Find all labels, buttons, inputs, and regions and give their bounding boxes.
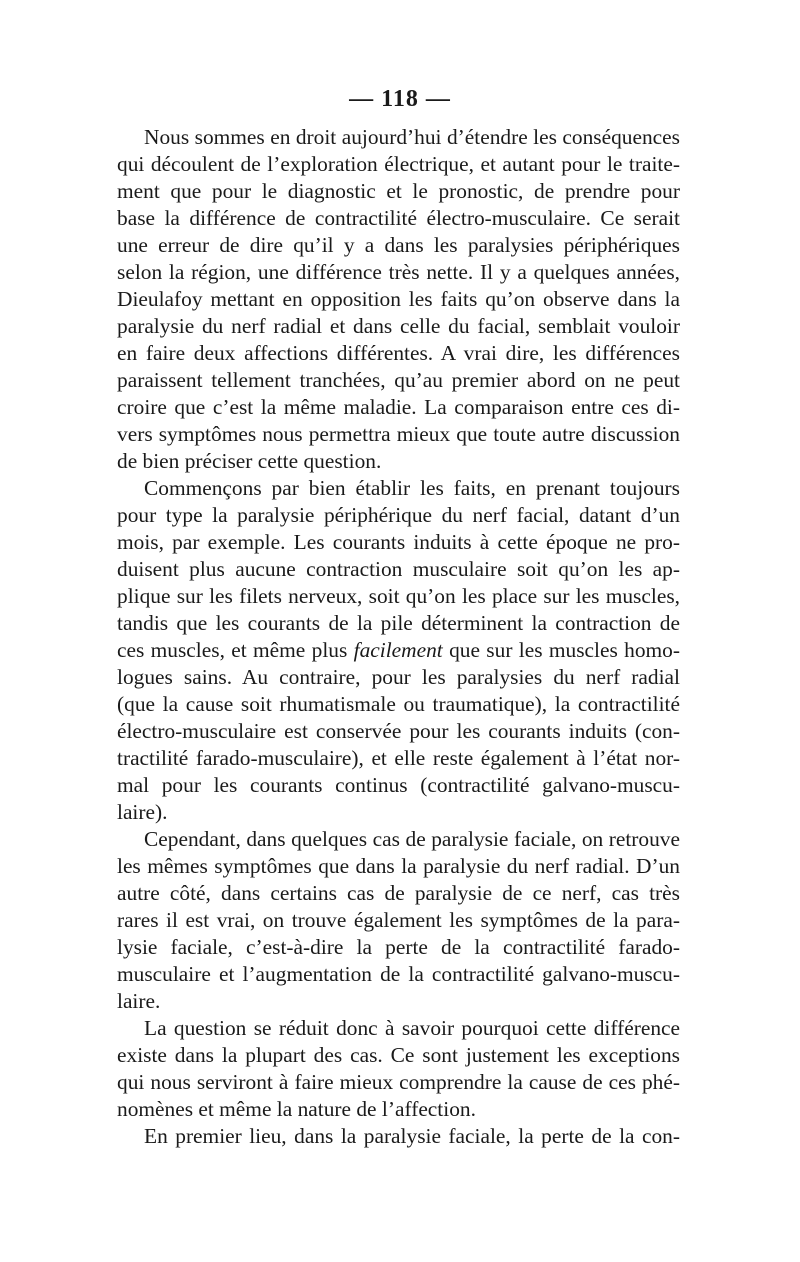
text-line: autre côté, dans certains cas de paralysie de ce nerf, cas très [117, 881, 680, 905]
paragraph [117, 1123, 680, 1150]
text-line: rares il est vrai, on trouve également les symptômes de la para- [117, 908, 680, 932]
text-segment: que sur les muscles homo- [449, 638, 680, 662]
text-line: En premier lieu, dans la paralysie faciale, la perte de la con- [144, 1124, 680, 1148]
text-line: paraissent tellement tranchées, qu’au premier abord on ne peut [117, 368, 680, 392]
paragraph [117, 1015, 680, 1123]
text-line: tractilité farado-musculaire), et elle reste également à l’état nor- [117, 746, 680, 770]
text-line: Dieulafoy mettant en opposition les faits qu’on observe dans la [117, 287, 680, 311]
text-line: (que la cause soit rhumatismale ou traumatique), la contractilité [117, 692, 680, 716]
text-line: ment que pour le diagnostic et le pronostic, de prendre pour [117, 179, 680, 203]
paragraph [117, 475, 680, 826]
text-line: qui découlent de l’exploration électrique, et autant pour le traite- [117, 152, 680, 176]
text-line: laire). [117, 800, 168, 824]
text-line: logues sains. Au contraire, pour les paralysies du nerf radial [117, 665, 680, 689]
text-line: base la différence de contractilité électro-musculaire. Ce serait [117, 206, 680, 230]
emphasized-word: facilement [353, 638, 443, 662]
text-line: tandis que les courants de la pile déterminent la contraction de [117, 611, 680, 635]
text-line: mois, par exemple. Les courants induits à cette époque ne pro- [117, 530, 680, 554]
text-line: La question se réduit donc à savoir pourquoi cette différence [144, 1016, 680, 1040]
text-line: musculaire et l’augmentation de la contractilité galvano-muscu- [117, 962, 680, 986]
text-line: paralysie du nerf radial et dans celle du facial, semblait vouloir [117, 314, 680, 338]
text-line: existe dans la plupart des cas. Ce sont justement les exceptions [117, 1043, 680, 1067]
text-line: pour type la paralysie périphérique du nerf facial, datant d’un [117, 503, 680, 527]
text-line: nomènes et même la nature de l’affection. [117, 1097, 476, 1121]
text-line: électro-musculaire est conservée pour les courants induits (con- [117, 719, 680, 743]
body-text [117, 124, 680, 1150]
text-line-with-emphasis [117, 637, 680, 664]
text-line: selon la région, une différence très nette. Il y a quelques années, [117, 260, 680, 284]
text-line: croire que c’est la même maladie. La comparaison entre ces di- [117, 395, 680, 419]
text-line: qui nous serviront à faire mieux comprendre la cause de ces phé- [117, 1070, 680, 1094]
text-line: duisent plus aucune contraction musculaire soit qu’on les ap- [117, 557, 680, 581]
text-line: mal pour les courants continus (contractilité galvano-muscu- [117, 773, 680, 797]
text-line: de bien préciser cette question. [117, 449, 382, 473]
text-line: une erreur de dire qu’il y a dans les paralysies périphériques [117, 233, 680, 257]
text-line: vers symptômes nous permettra mieux que toute autre discussion [117, 422, 680, 446]
text-segment: ces muscles, et même plus [117, 638, 348, 662]
text-line: lysie faciale, c’est-à-dire la perte de la contractilité farado- [117, 935, 680, 959]
paragraph [117, 124, 680, 475]
text-line: Nous sommes en droit aujourd’hui d’étendre les conséquences [144, 125, 680, 149]
paragraph [117, 826, 680, 1015]
text-line: les mêmes symptômes que dans la paralysie du nerf radial. D’un [117, 854, 680, 878]
text-line: plique sur les filets nerveux, soit qu’on les place sur les muscles, [117, 584, 680, 608]
text-line: en faire deux affections différentes. A vrai dire, les différences [117, 341, 680, 365]
page-number: — 118 — [349, 86, 451, 112]
text-line: laire. [117, 989, 161, 1013]
text-line: Commençons par bien établir les faits, en prenant toujours [144, 476, 680, 500]
text-line: Cependant, dans quelques cas de paralysie faciale, on retrouve [144, 827, 680, 851]
